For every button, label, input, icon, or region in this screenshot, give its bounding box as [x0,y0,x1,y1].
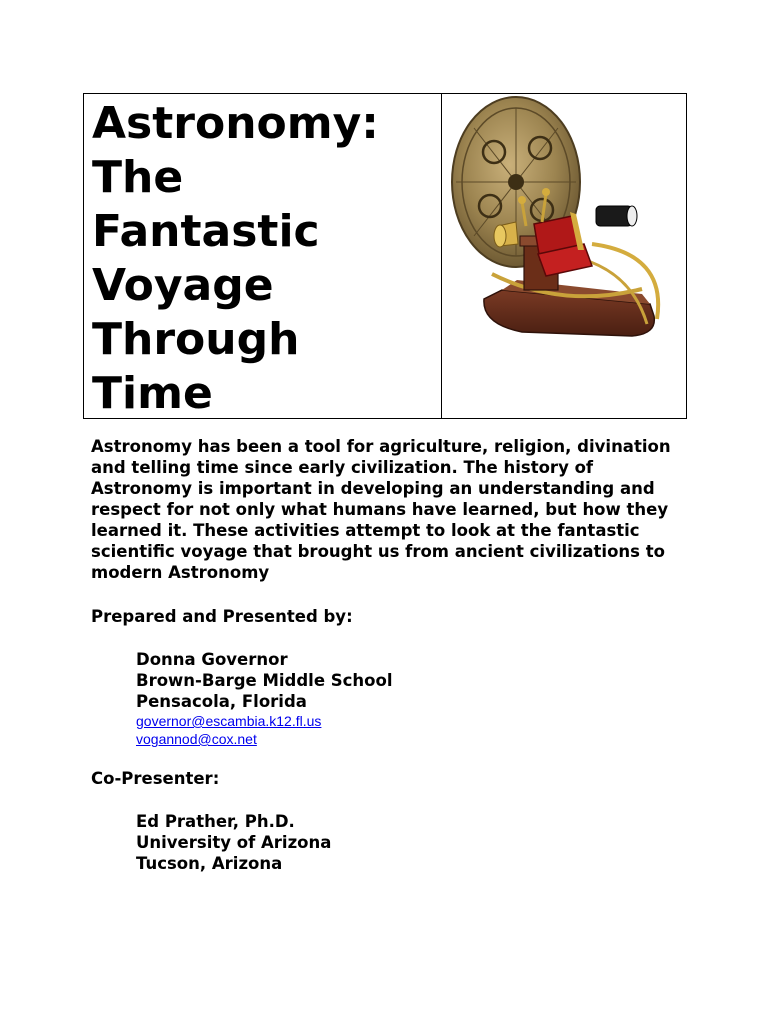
co-presenter-location: Tucson, Arizona [136,854,283,873]
image-cell [442,94,686,418]
title-cell [84,94,442,418]
presenter-location: Pensacola, Florida [136,692,307,711]
intro-paragraph: Astronomy has been a tool for agriculture, religion, divination and telling time since early civilization. The history of Astronomy is important in developing an understanding and respect for not only what humans have learned, but how they learned it. These activities attempt to look at the fantastic scientific voyage that brought us from ancient civilizations to modern Astronomy [91,437,671,582]
presenter-block [136,649,393,748]
presenter-email-link[interactable]: governor@escambia.k12.fl.us [136,713,322,729]
title-line: Voyage [92,260,274,311]
time-machine-illustration-icon [442,94,686,418]
title-line: The [92,152,184,203]
title-line: Astronomy: [92,98,379,149]
title-line: Fantastic [92,206,320,257]
presenter-school: Brown-Barge Middle School [136,671,393,690]
title-line: Through [92,314,300,365]
presenter-name: Donna Governor [136,650,288,669]
co-presenter-label: Co-Presenter: [91,769,220,788]
co-presenter-school: University of Arizona [136,833,332,852]
co-presenter-name: Ed Prather, Ph.D. [136,812,295,831]
prepared-by-label: Prepared and Presented by: [91,607,353,626]
title-table [83,93,687,419]
presenter-email-link[interactable]: vogannod@cox.net [136,731,257,747]
title-line: Time [92,368,213,419]
co-presenter-block [136,811,331,874]
